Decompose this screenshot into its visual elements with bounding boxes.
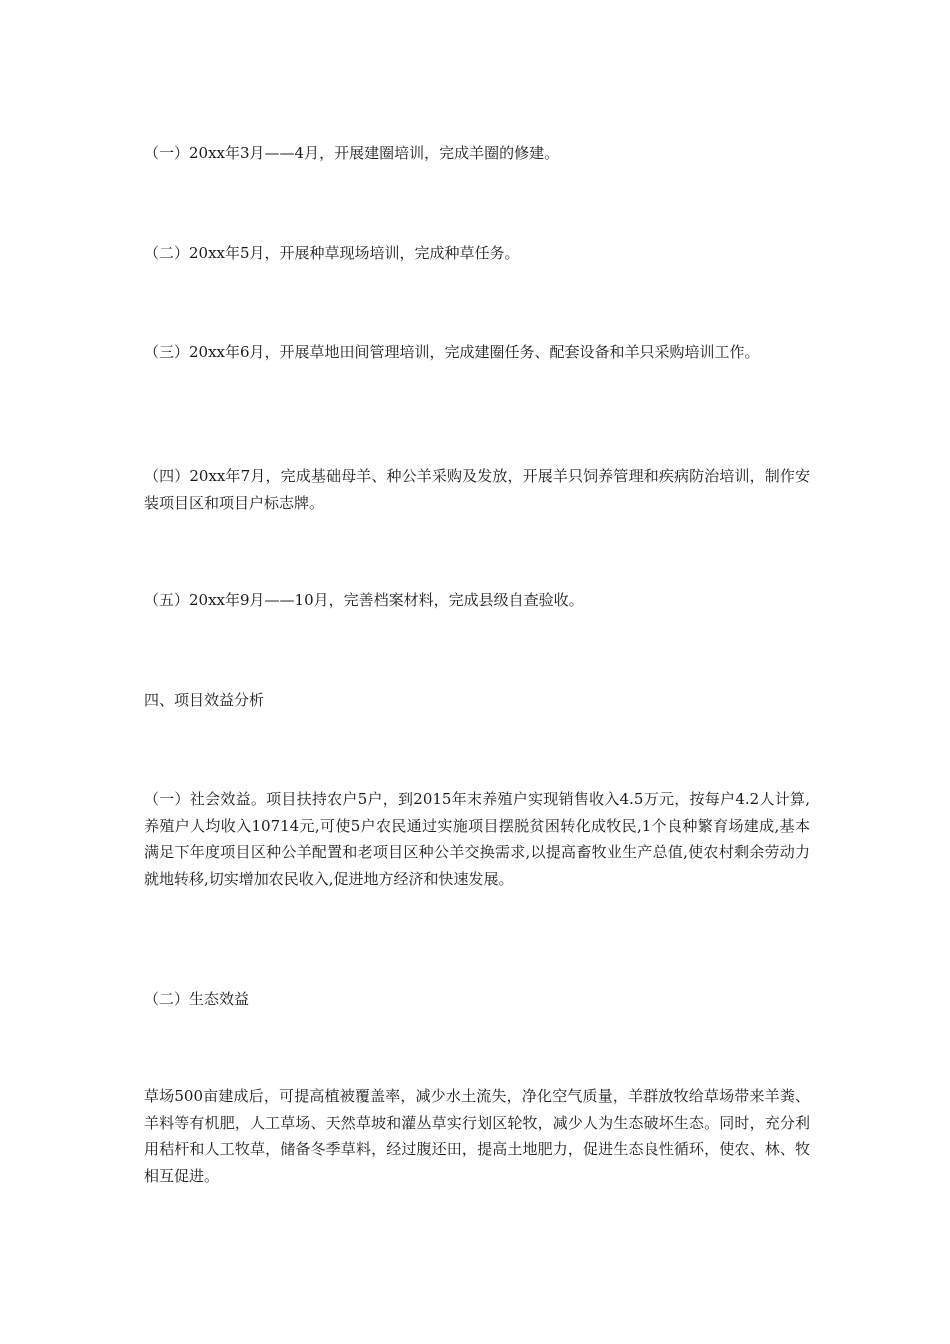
section-heading: 四、项目效益分析 <box>144 691 265 709</box>
social-benefit-paragraph: （一）社会效益。项目扶持农户5户，到2015年末养殖户实现销售收入4.5万元，按每户4.2人计算,养殖户人均收入10714元,可使5户农民通过实施项目摆脱贫困转化成牧民,1个良种繁育场建成,基本满足下年度项目区种公羊配置和老项目区种公羊交换需求,以提高畜牧业生产总值,使农村剩余劳动力就地转移,切实增加农民收入,促进地方经济和快速发展。 <box>144 790 810 888</box>
schedule-item-3: （三）20xx年6月，开展草地田间管理培训，完成建圈任务、配套设备和羊只采购培训工作。 <box>144 343 760 361</box>
schedule-item-5: （五）20xx年9月——10月，完善档案材料，完成县级自查验收。 <box>144 591 584 609</box>
ecological-benefit-paragraph: 草场500亩建成后，可提高植被覆盖率，减少水土流失，净化空气质量，羊群放牧给草场带来羊粪、羊料等有机肥，人工草场、天然草坡和灌丛草实行划区轮牧，减少人为生态破坏生态。同时，充分利用秸杆和人工牧草，储备冬季草料，经过腹还田，提高土地肥力，促进生态良性循环，使农、林、牧相互促进。 <box>144 1087 810 1185</box>
schedule-item-4: （四）20xx年7月，完成基础母羊、种公羊采购及发放，开展羊只饲养管理和疾病防治培训，制作安装项目区和项目户标志牌。 <box>144 467 810 512</box>
schedule-item-1: （一）20xx年3月——4月，开展建圈培训，完成羊圈的修建。 <box>144 144 560 162</box>
ecological-benefit-heading: （二）生态效益 <box>144 990 250 1008</box>
schedule-item-2: （二）20xx年5月，开展种草现场培训，完成种草任务。 <box>144 244 520 262</box>
